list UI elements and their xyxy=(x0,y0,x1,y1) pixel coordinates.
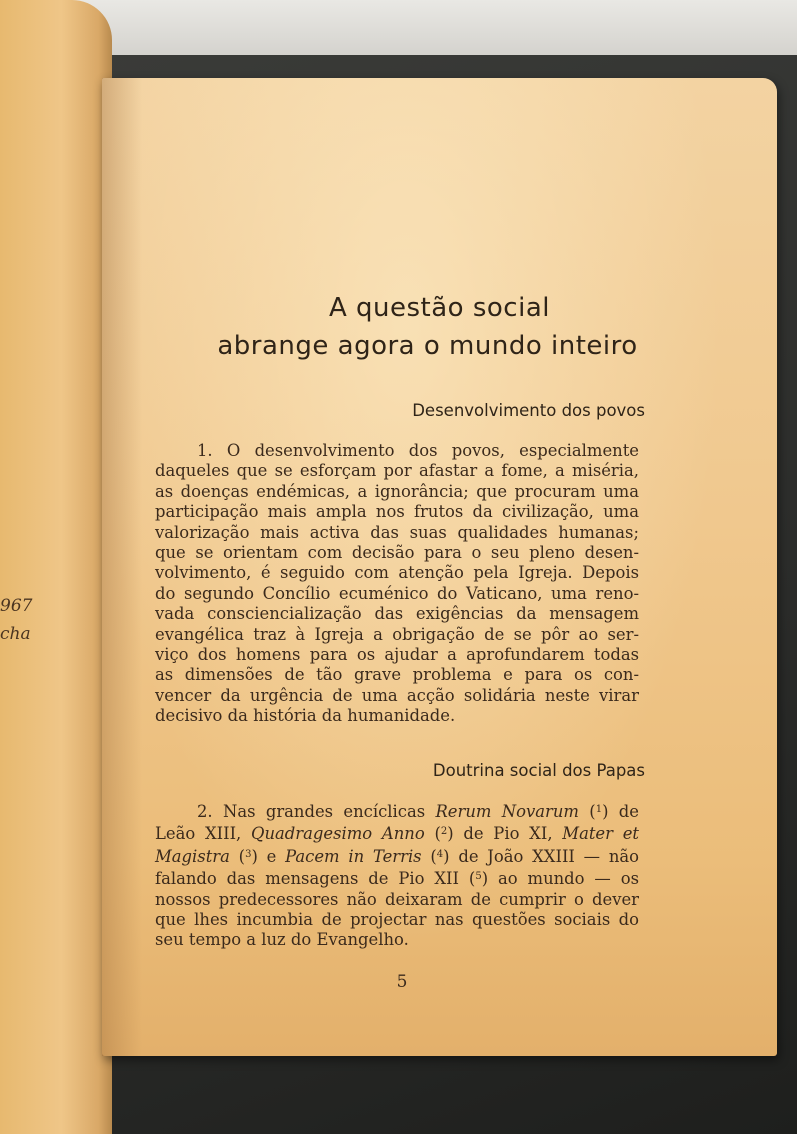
text-run: de João XXIII — não xyxy=(449,846,640,866)
text-line: que se orientam com decisão para o seu pleno desen- xyxy=(155,543,639,563)
text-line: viço dos homens para os ajudar a aprofundarem todas xyxy=(155,645,639,665)
text-run: de Pio XI, xyxy=(453,824,563,844)
text-line: decisivo da história da humanidade. xyxy=(155,706,456,726)
footnote-marker: 2 xyxy=(440,826,448,838)
encyclical-title: Mater et xyxy=(562,824,639,844)
text-line: Magistra ($^3$) e Pacem in Terris ($^4$) de João XXIII — não xyxy=(155,846,640,866)
text-run: e xyxy=(257,846,286,866)
section-heading: Doutrina social dos Papas xyxy=(432,761,645,780)
book-page xyxy=(102,78,777,1056)
text-line: Leão XIII, Quadragesimo Anno ($^2$) de Pio XI, Mater et xyxy=(155,824,639,844)
text-line: daqueles que se esforçam por afastar a fome, a miséria, xyxy=(155,461,639,481)
text-line: 1. O desenvolvimento dos povos, especialmente xyxy=(197,441,639,460)
text-run: de xyxy=(608,802,639,821)
footnote-marker: 5 xyxy=(475,871,482,883)
encyclical-title: Pacem in Terris xyxy=(285,846,422,866)
text-line: as dimensões de tão grave problema e para os con- xyxy=(155,665,639,685)
page-title: A questão social xyxy=(328,293,550,323)
footnote-marker: 1 xyxy=(595,804,603,815)
page-subtitle: abrange agora o mundo inteiro xyxy=(217,331,638,361)
left-page-fragment: cha xyxy=(0,624,31,644)
text-line: nossos predecessores não deixaram de cumprir o dever xyxy=(155,889,639,909)
encyclical-title: Magistra xyxy=(155,846,230,866)
text-line: evangélica traz à Igreja a obrigação de se pôr ao ser- xyxy=(155,624,639,644)
text-line: do segundo Concílio ecuménico do Vaticano, uma reno- xyxy=(155,583,639,603)
text-line: falando das mensagens de Pio XII ($^5$) ao mundo — os xyxy=(155,869,639,889)
text-run: 2. Nas grandes encíclicas xyxy=(197,802,436,821)
section-heading: Desenvolvimento dos povos xyxy=(412,401,645,420)
text-line: seu tempo a luz do Evangelho. xyxy=(155,930,409,950)
encyclical-title: Rerum Novarum xyxy=(435,802,579,821)
text-line: vada consciencialização das exigências da mensagem xyxy=(155,604,639,624)
footnote-marker: 3 xyxy=(245,848,252,860)
footnote-marker: 4 xyxy=(436,848,444,860)
paragraph-2 xyxy=(155,800,639,951)
left-page-fragment: 967 xyxy=(0,596,33,616)
text-line: vencer da urgência de uma acção solidária neste virar xyxy=(155,685,639,705)
text-run: ao mundo — os xyxy=(488,869,639,889)
text-line: participação mais ampla nos frutos da civilização, uma xyxy=(155,502,639,522)
text-line: 2. Nas grandes encíclicas Rerum Novarum ($^1$) de xyxy=(197,802,639,821)
encyclical-title: Quadragesimo Anno xyxy=(251,824,425,844)
page-number: 5 xyxy=(396,972,408,992)
text-run: falando das mensagens de Pio XII xyxy=(155,869,469,889)
text-run: Leão XIII, xyxy=(155,824,252,844)
text-line: valorização mais activa das suas qualidades humanas; xyxy=(155,522,639,542)
paragraph-1 xyxy=(155,441,639,727)
text-line: que lhes incumbia de projectar nas questões sociais do xyxy=(155,910,639,930)
text-line: as doenças endémicas, a ignorância; que procuram uma xyxy=(155,481,639,501)
left-page xyxy=(0,0,112,1134)
text-line: volvimento, é seguido com atenção pela Igreja. Depois xyxy=(155,563,639,583)
